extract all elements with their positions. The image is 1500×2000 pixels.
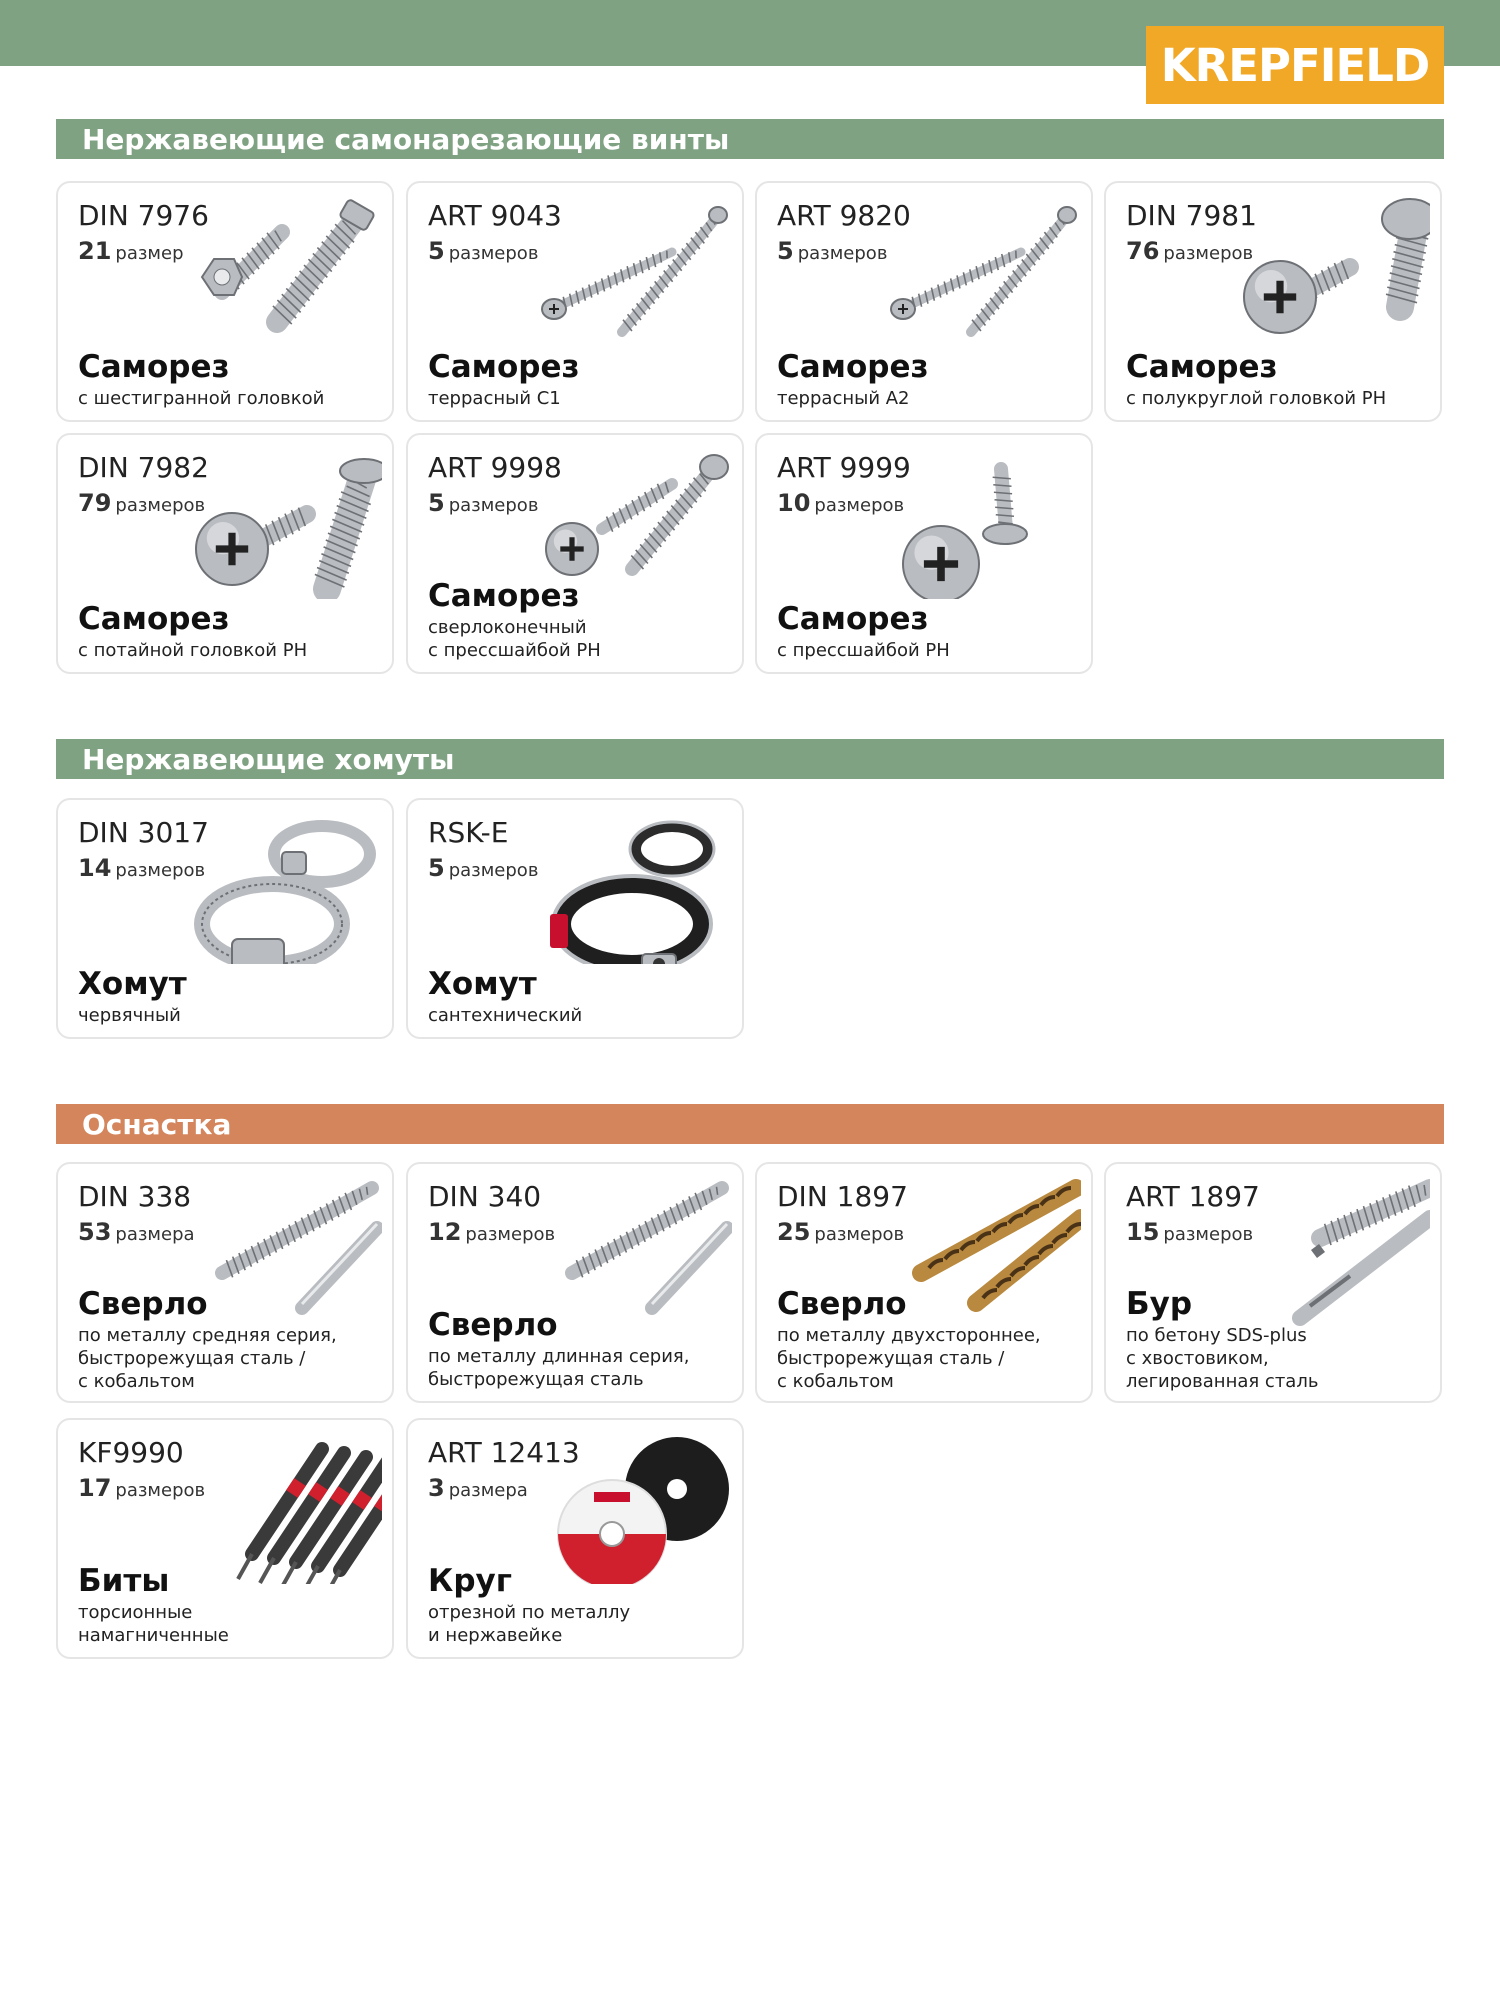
product-card[interactable] xyxy=(56,1162,394,1403)
description-line: отрезной по металлу xyxy=(428,1602,631,1623)
sizes-unit: размеров xyxy=(115,1480,206,1501)
terrace-screw-icon xyxy=(532,197,732,347)
sds-drill-icon xyxy=(1230,1178,1430,1328)
description-line: с шестигранной головкой xyxy=(78,388,325,409)
sizes-count xyxy=(428,1218,555,1246)
sizes-unit: размеров xyxy=(465,1224,556,1245)
sizes-unit: размеров xyxy=(448,860,539,881)
sizes-number: 25 xyxy=(777,1218,811,1246)
sizes-count xyxy=(777,1218,904,1246)
description-line: с полукруглой головкой PH xyxy=(1126,388,1387,409)
product-description xyxy=(78,639,307,662)
product-name: Саморез xyxy=(1126,349,1278,385)
screwdriver-bits-icon xyxy=(182,1434,382,1584)
sizes-unit: размеров xyxy=(797,243,888,264)
sizes-number: 79 xyxy=(78,489,112,517)
description-line: торсионные xyxy=(78,1602,193,1623)
sizes-number: 14 xyxy=(78,854,112,882)
product-code: DIN 338 xyxy=(78,1180,192,1213)
product-card[interactable] xyxy=(56,1418,394,1659)
sizes-number: 10 xyxy=(777,489,811,517)
product-card[interactable] xyxy=(755,1162,1093,1403)
product-code: ART 9998 xyxy=(428,451,562,484)
product-name: Сверло xyxy=(777,1286,907,1322)
drill-screw-icon xyxy=(532,449,732,599)
section-header: Оснастка xyxy=(56,1104,1444,1144)
product-card[interactable] xyxy=(406,1162,744,1403)
product-code: DIN 7982 xyxy=(78,451,209,484)
product-description xyxy=(78,1601,229,1647)
drill-bit-icon xyxy=(182,1178,382,1328)
product-card[interactable] xyxy=(56,798,394,1039)
product-code: DIN 7981 xyxy=(1126,199,1257,232)
sizes-count xyxy=(78,489,205,517)
sizes-unit: размера xyxy=(448,1480,528,1501)
product-card[interactable] xyxy=(1104,1162,1442,1403)
sizes-unit: размер xyxy=(115,243,184,264)
product-name: Биты xyxy=(78,1563,170,1599)
description-line: по бетону SDS-plus xyxy=(1126,1325,1307,1346)
sizes-unit: размера xyxy=(115,1224,195,1245)
sizes-count xyxy=(78,1218,195,1246)
description-line: с потайной головкой PH xyxy=(78,640,308,661)
product-code: ART 1897 xyxy=(1126,1180,1260,1213)
cobalt-drill-bit-icon xyxy=(881,1178,1081,1328)
sizes-count xyxy=(1126,237,1253,265)
product-code: RSK-E xyxy=(428,816,509,849)
product-description xyxy=(428,1345,689,1391)
sizes-count xyxy=(78,237,184,265)
sizes-number: 5 xyxy=(777,237,794,265)
hex-screw-icon xyxy=(182,197,382,347)
product-card[interactable] xyxy=(755,433,1093,674)
sizes-count xyxy=(777,237,887,265)
sizes-number: 12 xyxy=(428,1218,462,1246)
description-line: с хвостовиком, xyxy=(1126,1348,1269,1369)
drill-bit-icon xyxy=(532,1178,732,1328)
product-name: Саморез xyxy=(428,349,580,385)
product-code: ART 12413 xyxy=(428,1436,580,1469)
worm-clamp-icon xyxy=(182,814,382,964)
sizes-unit: размеров xyxy=(448,243,539,264)
product-name: Хомут xyxy=(78,966,187,1002)
description-line: сверлоконечный xyxy=(428,617,587,638)
description-line: террасный С1 xyxy=(428,388,561,409)
product-code: DIN 340 xyxy=(428,1180,542,1213)
product-description xyxy=(428,616,601,662)
terrace-screw-icon xyxy=(881,197,1081,347)
description-line: быстрорежущая сталь / xyxy=(78,1348,306,1369)
product-description xyxy=(428,1004,582,1027)
brand-logo[interactable]: KREPFIELD xyxy=(1146,26,1444,104)
description-line: с прессшайбой PH xyxy=(777,640,950,661)
description-line: с кобальтом xyxy=(777,1371,894,1392)
description-line: с кобальтом xyxy=(78,1371,195,1392)
product-name: Саморез xyxy=(428,578,580,614)
description-line: сантехнический xyxy=(428,1005,583,1026)
product-name: Саморез xyxy=(777,601,929,637)
product-description xyxy=(428,1601,630,1647)
product-code: ART 9043 xyxy=(428,199,562,232)
product-card[interactable] xyxy=(1104,181,1442,422)
section-header: Нержавеющие хомуты xyxy=(56,739,1444,779)
product-code: DIN 3017 xyxy=(78,816,209,849)
product-description xyxy=(1126,387,1386,410)
description-line: намагниченные xyxy=(78,1625,229,1646)
product-code: ART 9820 xyxy=(777,199,911,232)
description-line: легированная сталь xyxy=(1126,1371,1319,1392)
sizes-unit: размеров xyxy=(814,495,905,516)
sizes-unit: размеров xyxy=(115,495,206,516)
section-header: Нержавеющие самонарезающие винты xyxy=(56,119,1444,159)
description-line: быстрорежущая сталь / xyxy=(777,1348,1005,1369)
product-card[interactable] xyxy=(406,1418,744,1659)
description-line: с прессшайбой PH xyxy=(428,640,601,661)
sizes-unit: размеров xyxy=(448,495,539,516)
pan-head-screw-icon xyxy=(1230,197,1430,347)
description-line: и нержавейке xyxy=(428,1625,563,1646)
product-name: Сверло xyxy=(428,1307,558,1343)
sizes-number: 5 xyxy=(428,854,445,882)
sizes-number: 17 xyxy=(78,1474,112,1502)
product-description xyxy=(1126,1324,1318,1393)
sizes-count xyxy=(428,1474,528,1502)
description-line: быстрорежущая сталь xyxy=(428,1369,644,1390)
product-name: Саморез xyxy=(777,349,929,385)
product-card[interactable] xyxy=(406,433,744,674)
sizes-number: 21 xyxy=(78,237,112,265)
description-line: по металлу двухстороннее, xyxy=(777,1325,1041,1346)
product-description xyxy=(78,1324,337,1393)
product-description xyxy=(428,387,561,410)
product-name: Сверло xyxy=(78,1286,208,1322)
product-code: KF9990 xyxy=(78,1436,184,1469)
sizes-number: 5 xyxy=(428,489,445,517)
pipe-clamp-icon xyxy=(532,814,732,964)
sizes-count xyxy=(78,854,205,882)
sizes-count xyxy=(777,489,904,517)
product-name: Саморез xyxy=(78,601,230,637)
description-line: по металлу длинная серия, xyxy=(428,1346,690,1367)
sizes-count xyxy=(428,489,538,517)
product-card[interactable] xyxy=(56,181,394,422)
sizes-unit: размеров xyxy=(814,1224,905,1245)
product-card[interactable] xyxy=(406,798,744,1039)
sizes-count xyxy=(1126,1218,1253,1246)
product-code: DIN 1897 xyxy=(777,1180,908,1213)
sizes-number: 53 xyxy=(78,1218,112,1246)
sizes-count xyxy=(428,237,538,265)
sizes-number: 76 xyxy=(1126,237,1160,265)
description-line: террасный А2 xyxy=(777,388,910,409)
product-name: Бур xyxy=(1126,1286,1193,1322)
description-line: червячный xyxy=(78,1005,181,1026)
sizes-number: 15 xyxy=(1126,1218,1160,1246)
product-name: Круг xyxy=(428,1563,512,1599)
sizes-unit: размеров xyxy=(1163,243,1254,264)
sizes-unit: размеров xyxy=(115,860,206,881)
sizes-count xyxy=(428,854,538,882)
countersunk-screw-icon xyxy=(182,449,382,599)
product-code: ART 9999 xyxy=(777,451,911,484)
sizes-number: 5 xyxy=(428,237,445,265)
product-card[interactable] xyxy=(56,433,394,674)
sizes-count xyxy=(78,1474,205,1502)
washer-head-screw-icon xyxy=(881,449,1081,599)
product-code: DIN 7976 xyxy=(78,199,209,232)
description-line: по металлу средняя серия, xyxy=(78,1325,337,1346)
product-description xyxy=(777,1324,1041,1393)
product-description xyxy=(78,1004,181,1027)
product-card[interactable] xyxy=(755,181,1093,422)
sizes-number: 3 xyxy=(428,1474,445,1502)
product-description xyxy=(777,639,950,662)
product-name: Хомут xyxy=(428,966,537,1002)
sizes-unit: размеров xyxy=(1163,1224,1254,1245)
product-description xyxy=(78,387,324,410)
product-description xyxy=(777,387,910,410)
product-card[interactable] xyxy=(406,181,744,422)
product-name: Саморез xyxy=(78,349,230,385)
